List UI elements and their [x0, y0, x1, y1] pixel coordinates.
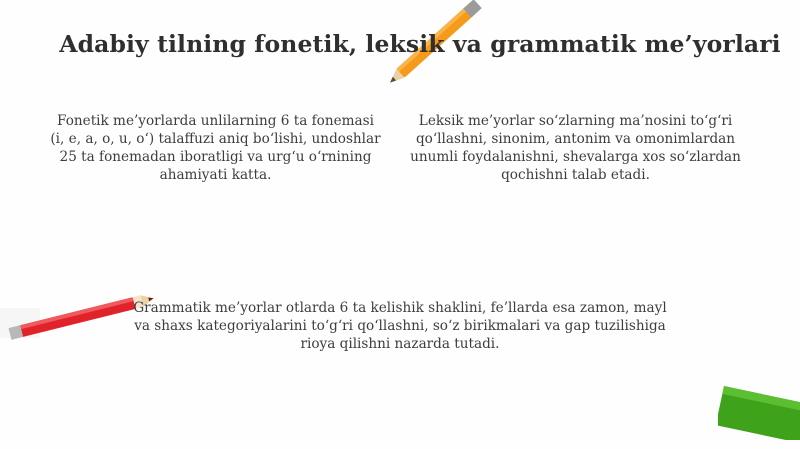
lexical-paragraph: Leksik me’yorlar so‘zlarning ma’nosini to‘g‘ri qo‘llashni, sinonim, antonim va omonimlardan unumli foydalanishni, shevalarga xos so‘zlardan qochishni talab etadi.: [410, 113, 741, 183]
phonetic-paragraph: Fonetik me’yorlarda unlilarning 6 ta fonemasi (i, e, a, o, u, o‘) talaffuzi aniq bo‘lishi, undoshlar 25 ta fonemadan iboratligi va urg‘u o‘rnining ahamiyati katta.: [50, 113, 381, 183]
grammatical-paragraph: Grammatik me’yorlar otlarda 6 ta kelishik shaklini, fe’llarda esa zamon, mayl va shaxs kategoriyalarini to‘g‘ri qo‘llashni, so‘z birikmalari va gap tuzilishiga rioya qilishni nazarda tutadi.: [133, 300, 667, 352]
slide-title: Adabiy tilning fonetik, leksik va grammatik me’yorlari: [59, 30, 781, 58]
green-marker-icon: [718, 370, 800, 440]
